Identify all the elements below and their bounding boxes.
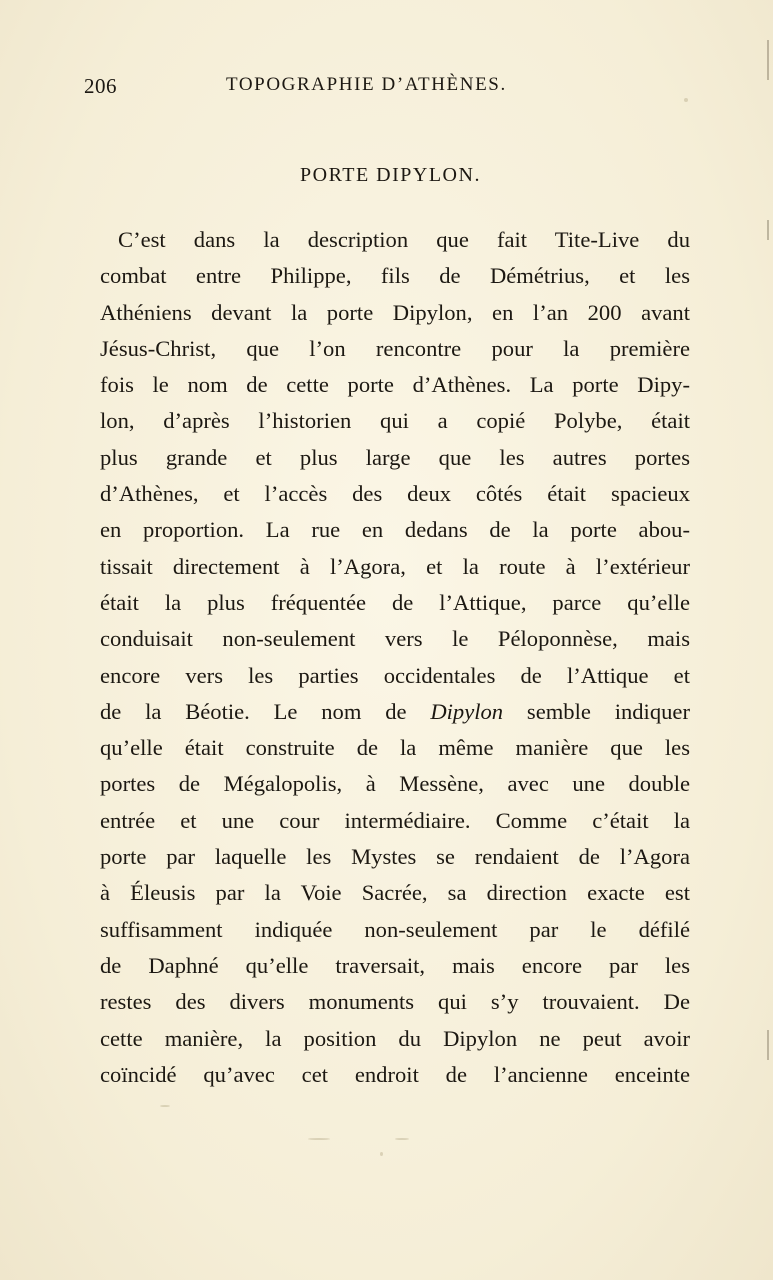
italic-term: Dipylon: [430, 698, 504, 724]
text-line: C’est dans la description que fait Tite-Live du: [118, 227, 690, 252]
page-edge-mark: [767, 1030, 769, 1060]
text-line-suffix: semble indiquer: [526, 698, 690, 724]
text-line: combat entre Philippe, fils de Démétrius, et les: [100, 263, 690, 289]
text-line: cette manière, la position du Dipylon ne peut avoir: [100, 1025, 690, 1051]
text-line-with-italic: [100, 694, 690, 730]
text-line: lon, d’après l’historien qui a copié Polybe, était: [100, 408, 690, 434]
text-line: tissait directement à l’Agora, et la route à l’extérieur: [100, 553, 690, 579]
text-line: restes des divers monuments qui s’y trouvaient. De: [100, 989, 690, 1015]
page-number: 206: [84, 74, 117, 98]
section-title: [0, 164, 773, 187]
running-title: TOPOGRAPHIE D’ATHÈNES.: [226, 74, 507, 95]
paper-speck: [684, 98, 688, 102]
text-line: encore vers les parties occidentales de l’Attique et: [100, 662, 690, 688]
paper-speck: [160, 1105, 170, 1107]
text-line-prefix: de la Béotie. Le nom de: [100, 698, 407, 724]
text-line: coïncidé qu’avec cet endroit de l’ancienne enceinte: [100, 1061, 690, 1087]
text-line: conduisait non-seulement vers le Péloponnèse, mais: [100, 626, 690, 652]
paper-speck: [395, 1138, 409, 1140]
text-line: fois le nom de cette porte d’Athènes. La porte Dipy-: [100, 372, 690, 398]
text-line: d’Athènes, et l’accès des deux côtés était spacieux: [100, 481, 690, 507]
body-text: [100, 222, 690, 1093]
text-line: de Daphné qu’elle traversait, mais encore par les: [100, 952, 690, 978]
text-line: porte par laquelle les Mystes se rendaient de l’Agora: [100, 844, 690, 870]
running-head: [84, 74, 549, 104]
text-line: était la plus fréquentée de l’Attique, parce qu’elle: [100, 589, 690, 615]
paper-speck: [308, 1138, 330, 1140]
paper-speck: [380, 1152, 383, 1156]
text-line: Jésus-Christ, que l’on rencontre pour la première: [100, 335, 690, 361]
section-title-text: PORTE DIPYLON.: [300, 164, 481, 186]
text-line: entrée et une cour intermédiaire. Comme c’était la: [100, 807, 690, 833]
text-line: qu’elle était construite de la même manière que les: [100, 735, 690, 761]
text-line: suffisamment indiquée non-seulement par le défilé: [100, 916, 690, 942]
text-line: en proportion. La rue en dedans de la porte abou-: [100, 517, 690, 543]
text-line: plus grande et plus large que les autres portes: [100, 444, 690, 470]
text-line: à Éleusis par la Voie Sacrée, sa direction exacte est: [100, 880, 690, 906]
text-line: portes de Mégalopolis, à Messène, avec une double: [100, 771, 690, 797]
page-edge-mark: [767, 220, 769, 240]
page-edge-mark: [767, 40, 769, 80]
text-line: Athéniens devant la porte Dipylon, en l’an 200 avant: [100, 299, 690, 325]
